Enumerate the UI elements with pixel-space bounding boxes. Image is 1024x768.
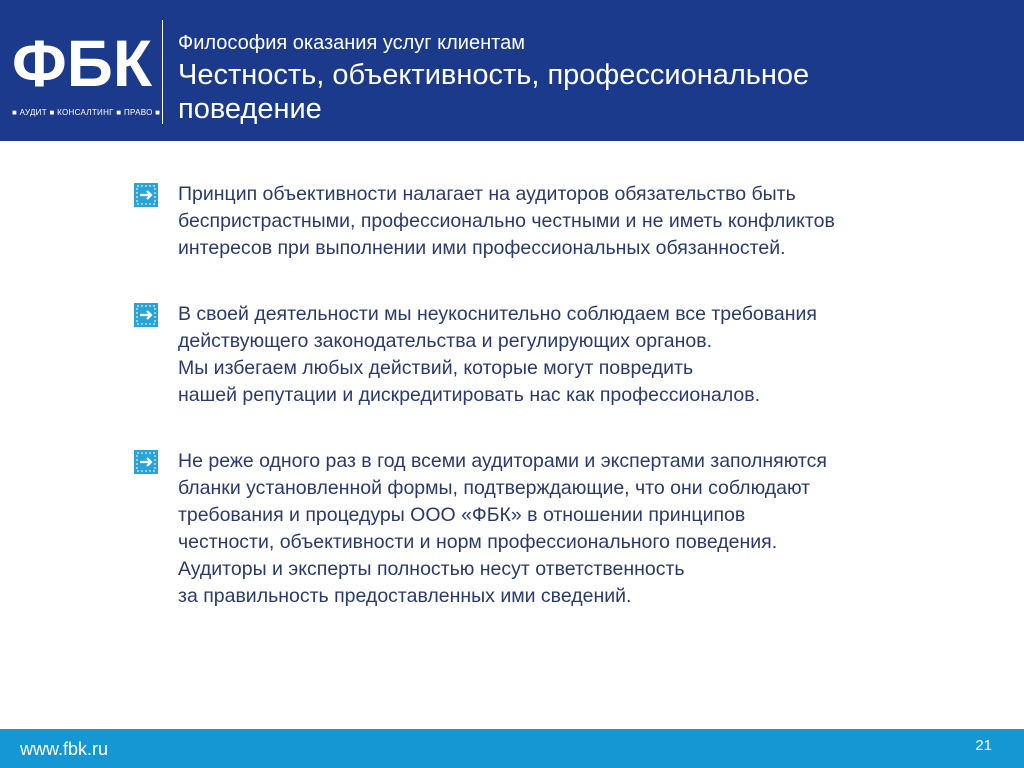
bullet-line: за правильность предоставленных ими сведений.	[178, 585, 632, 607]
title-line: Честность, объективность, профессиональное	[178, 59, 810, 91]
bullet-line: интересов при выполнении ими профессиональных обязанностей.	[178, 237, 786, 259]
bullet-line: Принцип объективности налагает на аудиторов обязательство быть	[178, 183, 796, 205]
bullet-line: Мы избегаем любых действий, которые могут повредить	[178, 357, 694, 379]
bullet-text	[178, 448, 994, 610]
bullet-text	[178, 181, 994, 262]
bullet-line: Аудиторы и эксперты полностью несут ответственность	[178, 558, 685, 580]
bullet-item	[134, 181, 994, 262]
logo-tagline: ■ АУДИТ ■ КОНСАЛТИНГ ■ ПРАВО ■	[12, 108, 161, 117]
slide-footer	[0, 729, 1024, 768]
bullet-item	[134, 448, 994, 610]
bullet-line: нашей репутации и дискредитировать нас как профессионалов.	[178, 384, 761, 406]
bullet-line: Не реже одного раз в год всеми аудиторами и экспертами заполняются	[178, 450, 827, 472]
bullet-line: беспристрастными, профессионально честными и не иметь конфликтов	[178, 210, 835, 232]
slide-subtitle: Философия оказания услуг клиентам	[178, 32, 525, 54]
square-arrow-bullet-icon	[134, 450, 158, 474]
bullet-line: действующего законодательства и регулирующих органов.	[178, 330, 713, 352]
header-divider	[162, 20, 163, 124]
slide-content	[0, 141, 1024, 729]
bullet-text	[178, 301, 994, 409]
fbk-logo-mark	[12, 28, 154, 94]
bullet-line: бланки установленной формы, подтверждающие, что они соблюдают	[178, 477, 811, 499]
title-line: поведение	[178, 93, 322, 125]
bullet-line: честности, объективности и норм профессионального поведения.	[178, 531, 778, 553]
fbk-logo	[12, 28, 154, 94]
bullet-item	[134, 301, 994, 409]
website-link[interactable]: www.fbk.ru	[20, 739, 109, 759]
logo-text: ФБК	[12, 28, 153, 94]
slide-header	[0, 0, 1024, 141]
square-arrow-bullet-icon	[134, 183, 158, 207]
slide-title	[178, 58, 978, 126]
bullet-line: В своей деятельности мы неукоснительно соблюдаем все требования	[178, 303, 817, 325]
bullet-line: требования и процедуры ООО «ФБК» в отношении принципов	[178, 504, 746, 526]
page-number: 21	[975, 737, 992, 754]
square-arrow-bullet-icon	[134, 303, 158, 327]
